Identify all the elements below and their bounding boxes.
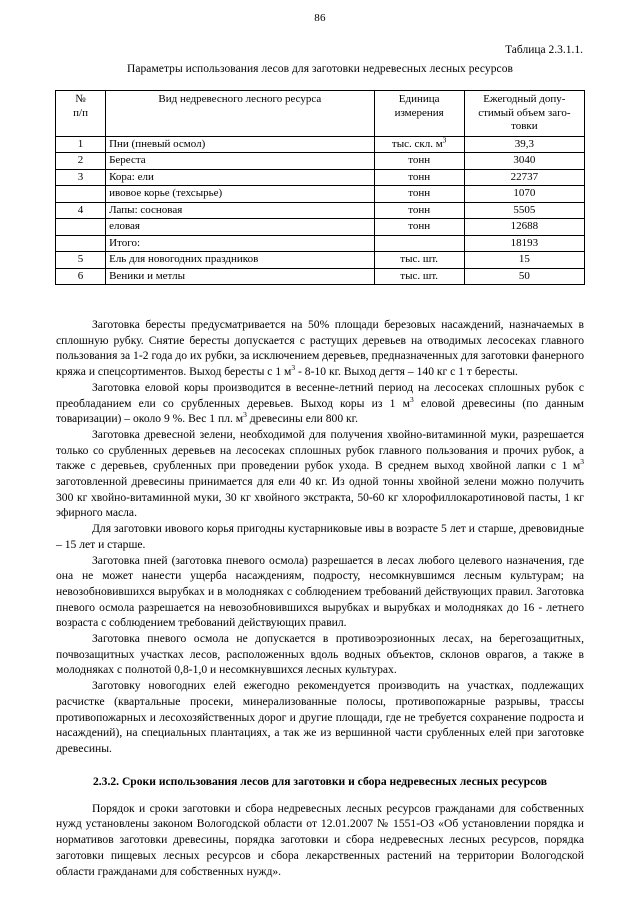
paragraph-spruce-bark-part2: еловой древесины (по данным товаризации) – около 9 %. Вес 1 пл. м xyxy=(56,396,584,426)
table-row xyxy=(56,186,585,203)
cell-annual-volume: 22737 xyxy=(464,169,584,186)
paragraph-willow-bark: Для заготовки ивового корья пригодны кустарниковые ивы в возрасте 5 лет и старше, древовидные – 15 лет и старше. xyxy=(56,522,584,551)
cell-resource-kind: Лапы: сосновая xyxy=(106,202,375,219)
cell-resource-kind: ивовое корье (техсырье) xyxy=(106,186,375,203)
paragraph-birch-bark-sup: 3 xyxy=(291,363,296,373)
cell-no: 6 xyxy=(56,268,106,285)
table-row xyxy=(56,136,585,153)
cell-annual-volume: 5505 xyxy=(464,202,584,219)
forest-resources-table xyxy=(55,90,585,285)
paragraph-wood-greenery-part2: заготовленной древесины принимается для ели 40 кг. Из одной тонны хвойной зелени можно получить 300 кг хвойно-витаминной муки, 30 кг хвойного экстракта, 50-60 кг хлорофиллокаротиновой пасты, 1 кг эфирного масла. xyxy=(56,475,584,520)
cell-annual-volume: 15 xyxy=(464,252,584,269)
cell-unit: тонн xyxy=(374,219,464,236)
paragraph-stump-restrictions: Заготовка пневого осмола не допускается в противоэрозионных лесах, на берегозащитных, почвозащитных участках лесов, расположенных вдоль водных объектов, склонов оврагов, а также в молодняках с полнотой 0,8-1,0 и несомкнувшихся лесных культурах. xyxy=(56,632,584,677)
table-header xyxy=(56,91,585,137)
cell-no xyxy=(56,186,106,203)
cell-unit: тыс. шт. xyxy=(374,268,464,285)
table-row xyxy=(56,169,585,186)
cell-annual-volume: 1070 xyxy=(464,186,584,203)
paragraph-wood-greenery xyxy=(0,427,640,521)
paragraph-spruce-bark-sup1: 3 xyxy=(409,394,414,404)
table-number-label: Таблица 2.3.1.1. xyxy=(505,44,583,56)
column-header-volume-line3: товки xyxy=(511,120,538,132)
cell-no xyxy=(56,235,106,252)
paragraph-new-year-trees: Заготовку новогодних елей ежегодно рекомендуется производить на участках, подлежащих расчистке (квартальные просеки, минерализованные полосы, противопожарные разрывы, трассы противопожарных и лесохозяйственных дорог и другие площади, где не требуется сохранение подроста и насаждений), на специальных плантациях, а так же из вершинной части срубленных елей при заготовке древесины. xyxy=(56,679,584,755)
cell-resource-kind: Ель для новогодних праздников xyxy=(106,252,375,269)
cell-resource-kind: Кора: ели xyxy=(106,169,375,186)
column-header-unit-line1: Единица xyxy=(398,93,440,105)
cell-resource-kind: Веники и метлы xyxy=(106,268,375,285)
paragraph-birch-bark-part1: Заготовка бересты предусматривается на 50% площади березовых насаждений, назначаемых в сплошную рубку. Снятие бересты допускается с растущих деревьев на отводимых лесосеках главного пользования за 1-2 года до их рубки, за исключением деревьев, предназначенных для заготовки фанерного кряжа и спецсортиментов. Выход бересты с 1 м xyxy=(56,318,584,379)
table-row xyxy=(56,219,585,236)
table-title: Параметры использования лесов для заготовки недревесных лесных ресурсов xyxy=(127,63,513,75)
table-row xyxy=(56,252,585,269)
column-header-volume xyxy=(464,91,584,137)
cell-resource-kind: Пни (пневый осмол) xyxy=(106,136,375,153)
paragraph-regional-law: Порядок и сроки заготовки и сбора недревесных лесных ресурсов гражданами для собственных нужд установлены законом Вологодской области от 12.01.2007 № 1551-ОЗ «Об установлении порядка и нормативов заготовки древесины, порядка заготовки и сбора недревесных лесных ресурсов, порядка заготовки пищевых лесных ресурсов и сбора лекарственных растений на территории Вологодской области гражданами для собственных нужд». xyxy=(56,801,584,878)
cell-annual-volume: 50 xyxy=(464,268,584,285)
paragraph-stump-harvest: Заготовка пней (заготовка пневого осмола) разрешается в лесах любого целевого назначения, где она не может нанести ущерба насаждениям, подросту, несомкнувшимся лесным культурам; на невозобновившихся вырубках и в молодняках с соблюдением требований действующих правил. Заготовка пневого осмола разрешается на невозобновившихся вырубках и вырубках и молодняках до 16 - летнего возраста с соблюдением требований действующих правил. xyxy=(56,553,584,630)
cell-resource-kind: Береста xyxy=(106,153,375,170)
table-header-row xyxy=(56,91,585,137)
cell-unit: тонн xyxy=(374,186,464,203)
table-caption-block xyxy=(0,43,640,77)
column-header-kind: Вид недревесного лесного ресурса xyxy=(106,91,375,137)
column-header-no-line1: № xyxy=(75,93,86,105)
column-header-unit-line2: измерения xyxy=(394,106,444,119)
paragraph-spruce-bark-part3: древесины ели 800 кг. xyxy=(246,412,359,426)
cell-no: 2 xyxy=(56,153,106,170)
section-heading-2-3-2: 2.3.2. Сроки использования лесов для заготовки и сбора недревесных лесных ресурсов xyxy=(92,774,548,788)
cell-resource-kind: еловая xyxy=(106,219,375,236)
cell-unit: тонн xyxy=(374,202,464,219)
table-body xyxy=(56,136,585,285)
cell-unit xyxy=(374,235,464,252)
page-number: 86 xyxy=(314,12,326,24)
paragraph-spruce-bark xyxy=(0,380,640,427)
cell-unit-superscript: 3 xyxy=(442,134,447,144)
cell-annual-volume: 18193 xyxy=(464,235,584,252)
column-header-volume-line1: Ежегодный допу- xyxy=(483,93,566,105)
cell-unit: тыс. шт. xyxy=(374,252,464,269)
cell-resource-kind: Итого: xyxy=(106,235,375,252)
cell-no: 3 xyxy=(56,169,106,186)
column-header-no-line2: п/п xyxy=(73,106,88,119)
table-row xyxy=(56,153,585,170)
table-row xyxy=(56,202,585,219)
column-header-volume-line2: стимый объем заго- xyxy=(478,106,571,119)
cell-unit: тонн xyxy=(374,169,464,186)
table-row xyxy=(56,235,585,252)
cell-annual-volume: 12688 xyxy=(464,219,584,236)
paragraph-wood-greenery-part1: Заготовка древесной зелени, необходимой для получения хвойно-витаминной муки, разрешается только со срубленных деревьев на лесосеках сплошных рубок главного пользования и прочих рубок, а также с деревьев, срубленных при проведении рубок ухода. В среднем выход хвойной лапки с 1 м xyxy=(56,427,584,473)
cell-no: 4 xyxy=(56,202,106,219)
paragraph-spruce-bark-part1: Заготовка еловой коры производится в весенне-летний период на лесосеках сплошных рубок с преобладанием ели со срубленных деревьев. Выход коры из 1 м xyxy=(56,380,584,410)
paragraph-spruce-bark-sup2: 3 xyxy=(243,410,247,420)
cell-no: 5 xyxy=(56,252,106,269)
cell-no xyxy=(56,219,106,236)
cell-annual-volume: 3040 xyxy=(464,153,584,170)
column-header-unit xyxy=(374,91,464,137)
cell-unit: тонн xyxy=(374,153,464,170)
table-row xyxy=(56,268,585,285)
paragraph-birch-bark xyxy=(0,317,640,380)
paragraph-wood-greenery-sup: 3 xyxy=(580,457,584,467)
cell-unit: тыс. скл. $м^3$ xyxy=(374,136,464,153)
cell-annual-volume: 39,3 xyxy=(464,136,584,153)
column-header-no xyxy=(56,91,106,137)
paragraph-birch-bark-part2: - 8-10 кг. Выход дегтя – 140 кг с 1 т бересты. xyxy=(295,365,518,379)
cell-no: 1 xyxy=(56,136,106,153)
